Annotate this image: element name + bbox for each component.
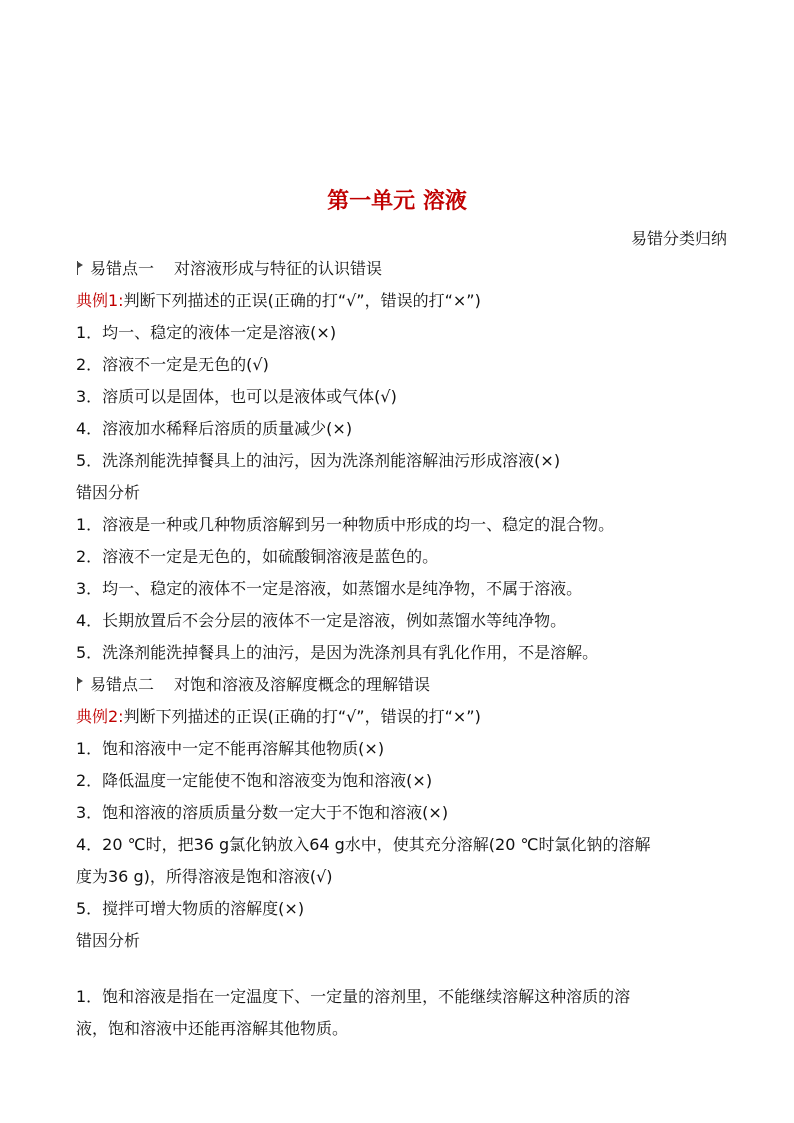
analysis-item: 1．饱和溶液是指在一定温度下、一定量的溶剂里，不能继续溶解这种溶质的溶 [76,987,631,1006]
analysis-item: 2．溶液不一定是无色的，如硫酸铜溶液是蓝色的。 [76,547,439,566]
flag-icon [76,677,86,691]
analysis-item: 5．洗涤剂能洗掉餐具上的油污，是因为洗涤剂具有乳化作用，不是溶解。 [76,643,599,662]
list-item: 5．洗涤剂能洗掉餐具上的油污，因为洗涤剂能溶解油污形成溶液(×) [76,451,561,470]
analysis-1-title: 错因分析 [76,483,141,502]
list-item: 5．搅拌可增大物质的溶解度(×) [76,899,305,918]
list-item: 2．溶液不一定是无色的(√) [76,355,269,374]
analysis-item: 液，饱和溶液中还能再溶解其他物质。 [76,1019,349,1038]
flag-icon [76,261,86,275]
list-item: 3．饱和溶液的溶质质量分数一定大于不饱和溶液(×) [76,803,449,822]
analysis-item: 1．溶液是一种或几种物质溶解到另一种物质中形成的均一、稳定的混合物。 [76,515,615,534]
subtitle-text: 易错分类归纳 [630,229,727,248]
list-item: 2．降低温度一定能使不饱和溶液变为饱和溶液(×) [76,771,433,790]
section-1-text: 对溶液形成与特征的认识错误 [174,259,383,278]
analysis-2-title: 错因分析 [76,931,141,950]
section-2-text: 对饱和溶液及溶解度概念的理解错误 [174,675,431,694]
example-1-label: 典例1: [76,291,124,310]
section-1-label: 易错点一 [90,259,155,278]
page-title: 第一单元 溶液 [327,188,467,214]
analysis-item: 3．均一、稳定的液体不一定是溶液，如蒸馏水是纯净物，不属于溶液。 [76,579,583,598]
section-1-heading [76,257,382,281]
example-1 [76,289,726,313]
list-item: 4．20 ℃时，把36 g氯化钠放入64 g水中，使其充分溶解(20 ℃时氯化钠的溶解 [76,835,651,854]
list-item: 4．溶液加水稀释后溶质的质量减少(×) [76,419,353,438]
section-2-heading [76,673,430,697]
list-item: 3．溶质可以是固体，也可以是液体或气体(√) [76,387,397,406]
example-2-text: 判断下列描述的正误(正确的打“√”，错误的打“×”) [123,707,481,726]
list-item: 1．均一、稳定的液体一定是溶液(×) [76,323,337,342]
section-2-label: 易错点二 [90,675,155,694]
analysis-item: 4．长期放置后不会分层的液体不一定是溶液，例如蒸馏水等纯净物。 [76,611,567,630]
list-item: 度为36 g)，所得溶液是饱和溶液(√) [76,867,333,886]
example-1-text: 判断下列描述的正误(正确的打“√”，错误的打“×”) [123,291,481,310]
example-2 [76,705,726,729]
page-subtitle [0,227,764,251]
list-item: 1．饱和溶液中一定不能再溶解其他物质(×) [76,739,385,758]
example-2-label: 典例2: [76,707,124,726]
